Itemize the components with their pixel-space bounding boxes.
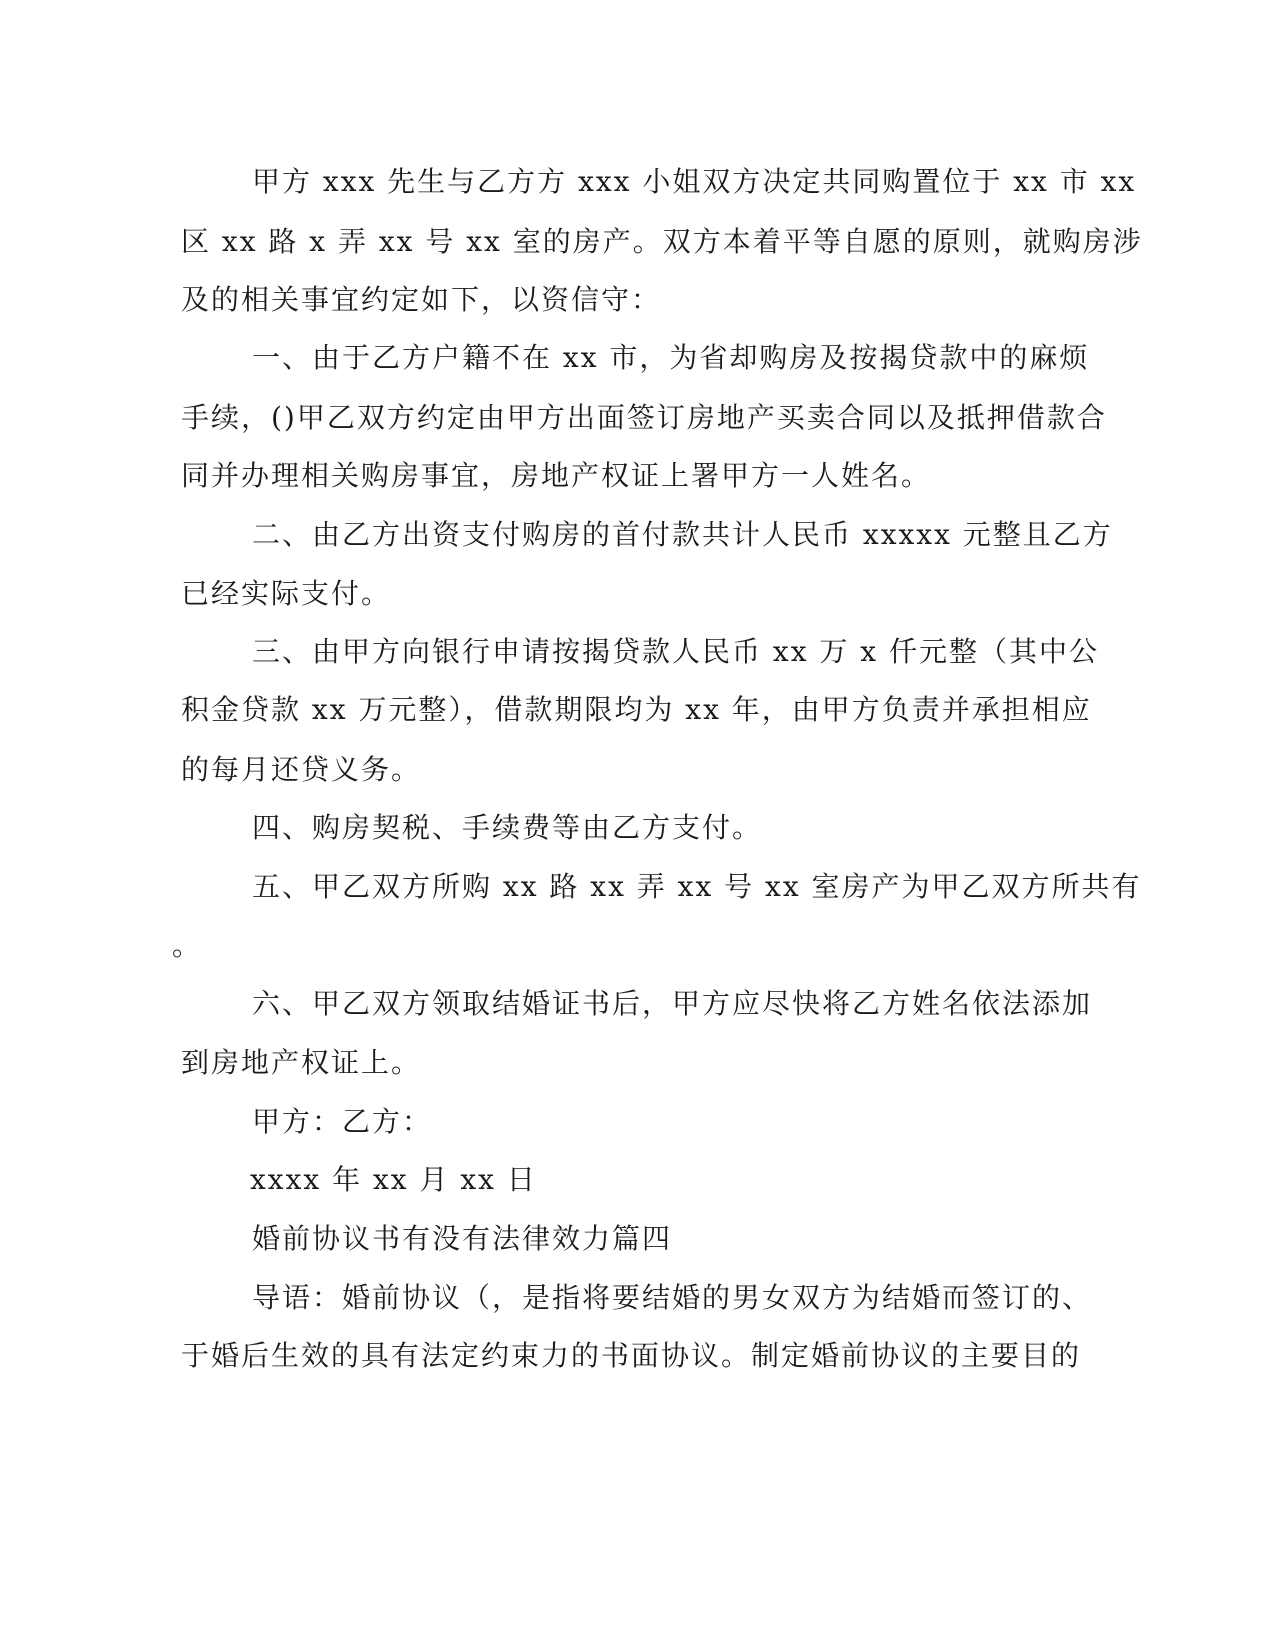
paragraph-line: 的每月还贷义务。 <box>181 753 422 786</box>
paragraph-line: 已经实际支付。 <box>181 577 392 610</box>
paragraph-line: 五、甲乙双方所购 xx 路 xx 弄 xx 号 xx 室房产为甲乙双方所共有 <box>252 870 1142 903</box>
paragraph-line: 导语：婚前协议（，是指将要结婚的男女双方为结婚而签订的、 <box>252 1281 1093 1314</box>
paragraph-line: 区 xx 路 x 弄 xx 号 xx 室的房产。双方本着平等自愿的原则，就购房涉 <box>181 225 1143 258</box>
paragraph-line: 二、由乙方出资支付购房的首付款共计人民币 xxxxx 元整且乙方 <box>252 518 1113 551</box>
signature-label-line: 甲方：乙方： <box>252 1105 433 1138</box>
paragraph-line: 同并办理相关购房事宜，房地产权证上署甲方一人姓名。 <box>181 459 932 492</box>
paragraph-line: 到房地产权证上。 <box>181 1046 422 1079</box>
paragraph-line: 一、由于乙方户籍不在 xx 市，为省却购房及按揭贷款中的麻烦 <box>252 341 1090 374</box>
paragraph-line: 六、甲乙双方领取结婚证书后，甲方应尽快将乙方姓名依法添加 <box>252 987 1093 1020</box>
paragraph-line: 三、由甲方向银行申请按揭贷款人民币 xx 万 x 仟元整（其中公 <box>252 635 1099 668</box>
paragraph-line: 手续，()甲乙双方约定由甲方出面签订房地产买卖合同以及抵押借款合 <box>181 401 1107 434</box>
paragraph-line: 四、购房契税、手续费等由乙方支付。 <box>252 811 763 844</box>
date-line: xxxx 年 xx 月 xx 日 <box>250 1163 537 1196</box>
paragraph-line: 及的相关事宜约定如下，以资信守： <box>181 283 662 316</box>
paragraph-line: 积金贷款 xx 万元整），借款期限均为 xx 年，由甲方负责并承担相应 <box>181 693 1092 726</box>
paragraph-line: 于婚后生效的具有法定约束力的书面协议。制定婚前协议的主要目的 <box>181 1339 1082 1372</box>
paragraph-line: 甲方 xxx 先生与乙方方 xxx 小姐双方决定共同购置位于 xx 市 xx <box>252 165 1137 198</box>
section-heading: 婚前协议书有没有法律效力篇四 <box>252 1222 673 1255</box>
paragraph-line: 。 <box>172 929 203 962</box>
